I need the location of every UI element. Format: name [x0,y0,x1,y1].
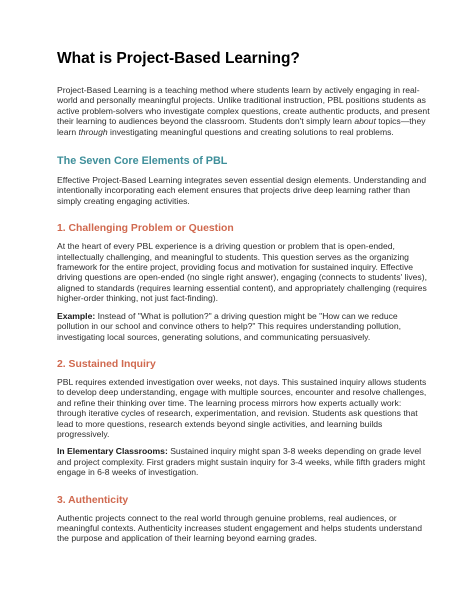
intro-emphasis-through: through [78,126,108,137]
intro-emphasis-about: about [354,116,376,127]
section-1-heading: 1. Challenging Problem or Question [57,223,234,235]
intro-text-2: topics—they learn [57,116,426,137]
section-3-heading: 3. Authenticity [57,494,129,506]
seven-elements-heading: The Seven Core Elements of PBL [57,155,228,168]
section-2-heading: 2. Sustained Inquiry [57,358,156,370]
section-2-classroom-note [57,446,430,477]
section-1-body: At the heart of every PBL experience is a driving question or problem that is open-ended, intellectually challenging, and meaningful to students. This question serves as the organizing framework for the entire project, providing focus and motivation for sustained inquiry. Effective driving questions are open-ended (no single right answer), engaging (connects to students' lives), aligned to standards (requires learning essential content), and appropriately challenging (requires higher-order thinking, not just fact-finding). [57,241,427,304]
intro-paragraph [57,85,430,137]
intro-text-1: Project-Based Learning is a teaching method where students learn by actively engaging in real-world and personally meaningful projects. Unlike traditional instruction, PBL positions students as active problem-solvers who investigate complex questions, create authentic products, and present their learning to audiences beyond the classroom. Students don't simply learn [57,85,430,127]
section-1-example [57,311,430,342]
example-label: Example: [57,310,96,321]
example-text: Instead of "What is pollution?" a driving question might be "How can we reduce pollution in our school and convince others to help?" This requires understanding pollution, investigating local sources, generating solutions, and communicating persuasively. [57,310,401,342]
classroom-note-text: Sustained inquiry might span 3-8 weeks depending on grade level and project complexity. First graders might sustain inquiry for 3-4 weeks, while fifth graders might engage in 6-8 weeks of investigation. [57,446,426,478]
intro-text-3: investigating meaningful questions and creating solutions to real problems. [107,126,394,137]
section-3-body: Authentic projects connect to the real world through genuine problems, real audiences, or meaningful contexts. Authenticity increases student engagement and helps students understand the purpose and application of their learning beyond earning grades. [57,512,422,544]
classroom-note-label: In Elementary Classrooms: [57,446,168,457]
page-title: What is Project-Based Learning? [57,50,300,67]
seven-elements-paragraph: Effective Project-Based Learning integrates seven essential design elements. Understanding and intentionally incorporating each element ensures that projects drive deep learning rather than simply creating engaging activities. [57,175,427,206]
section-2-body: PBL requires extended investigation over weeks, not days. This sustained inquiry allows students to develop deep understanding, engage with multiple sources, encounter and resolve challenges, and refine their thinking over time. The learning process mirrors how experts actually work: through iterative cycles of research, experimentation, and revision. Students ask questions that lead to more questions, research extends beyond single activities, and learning builds progressively. [57,376,427,439]
